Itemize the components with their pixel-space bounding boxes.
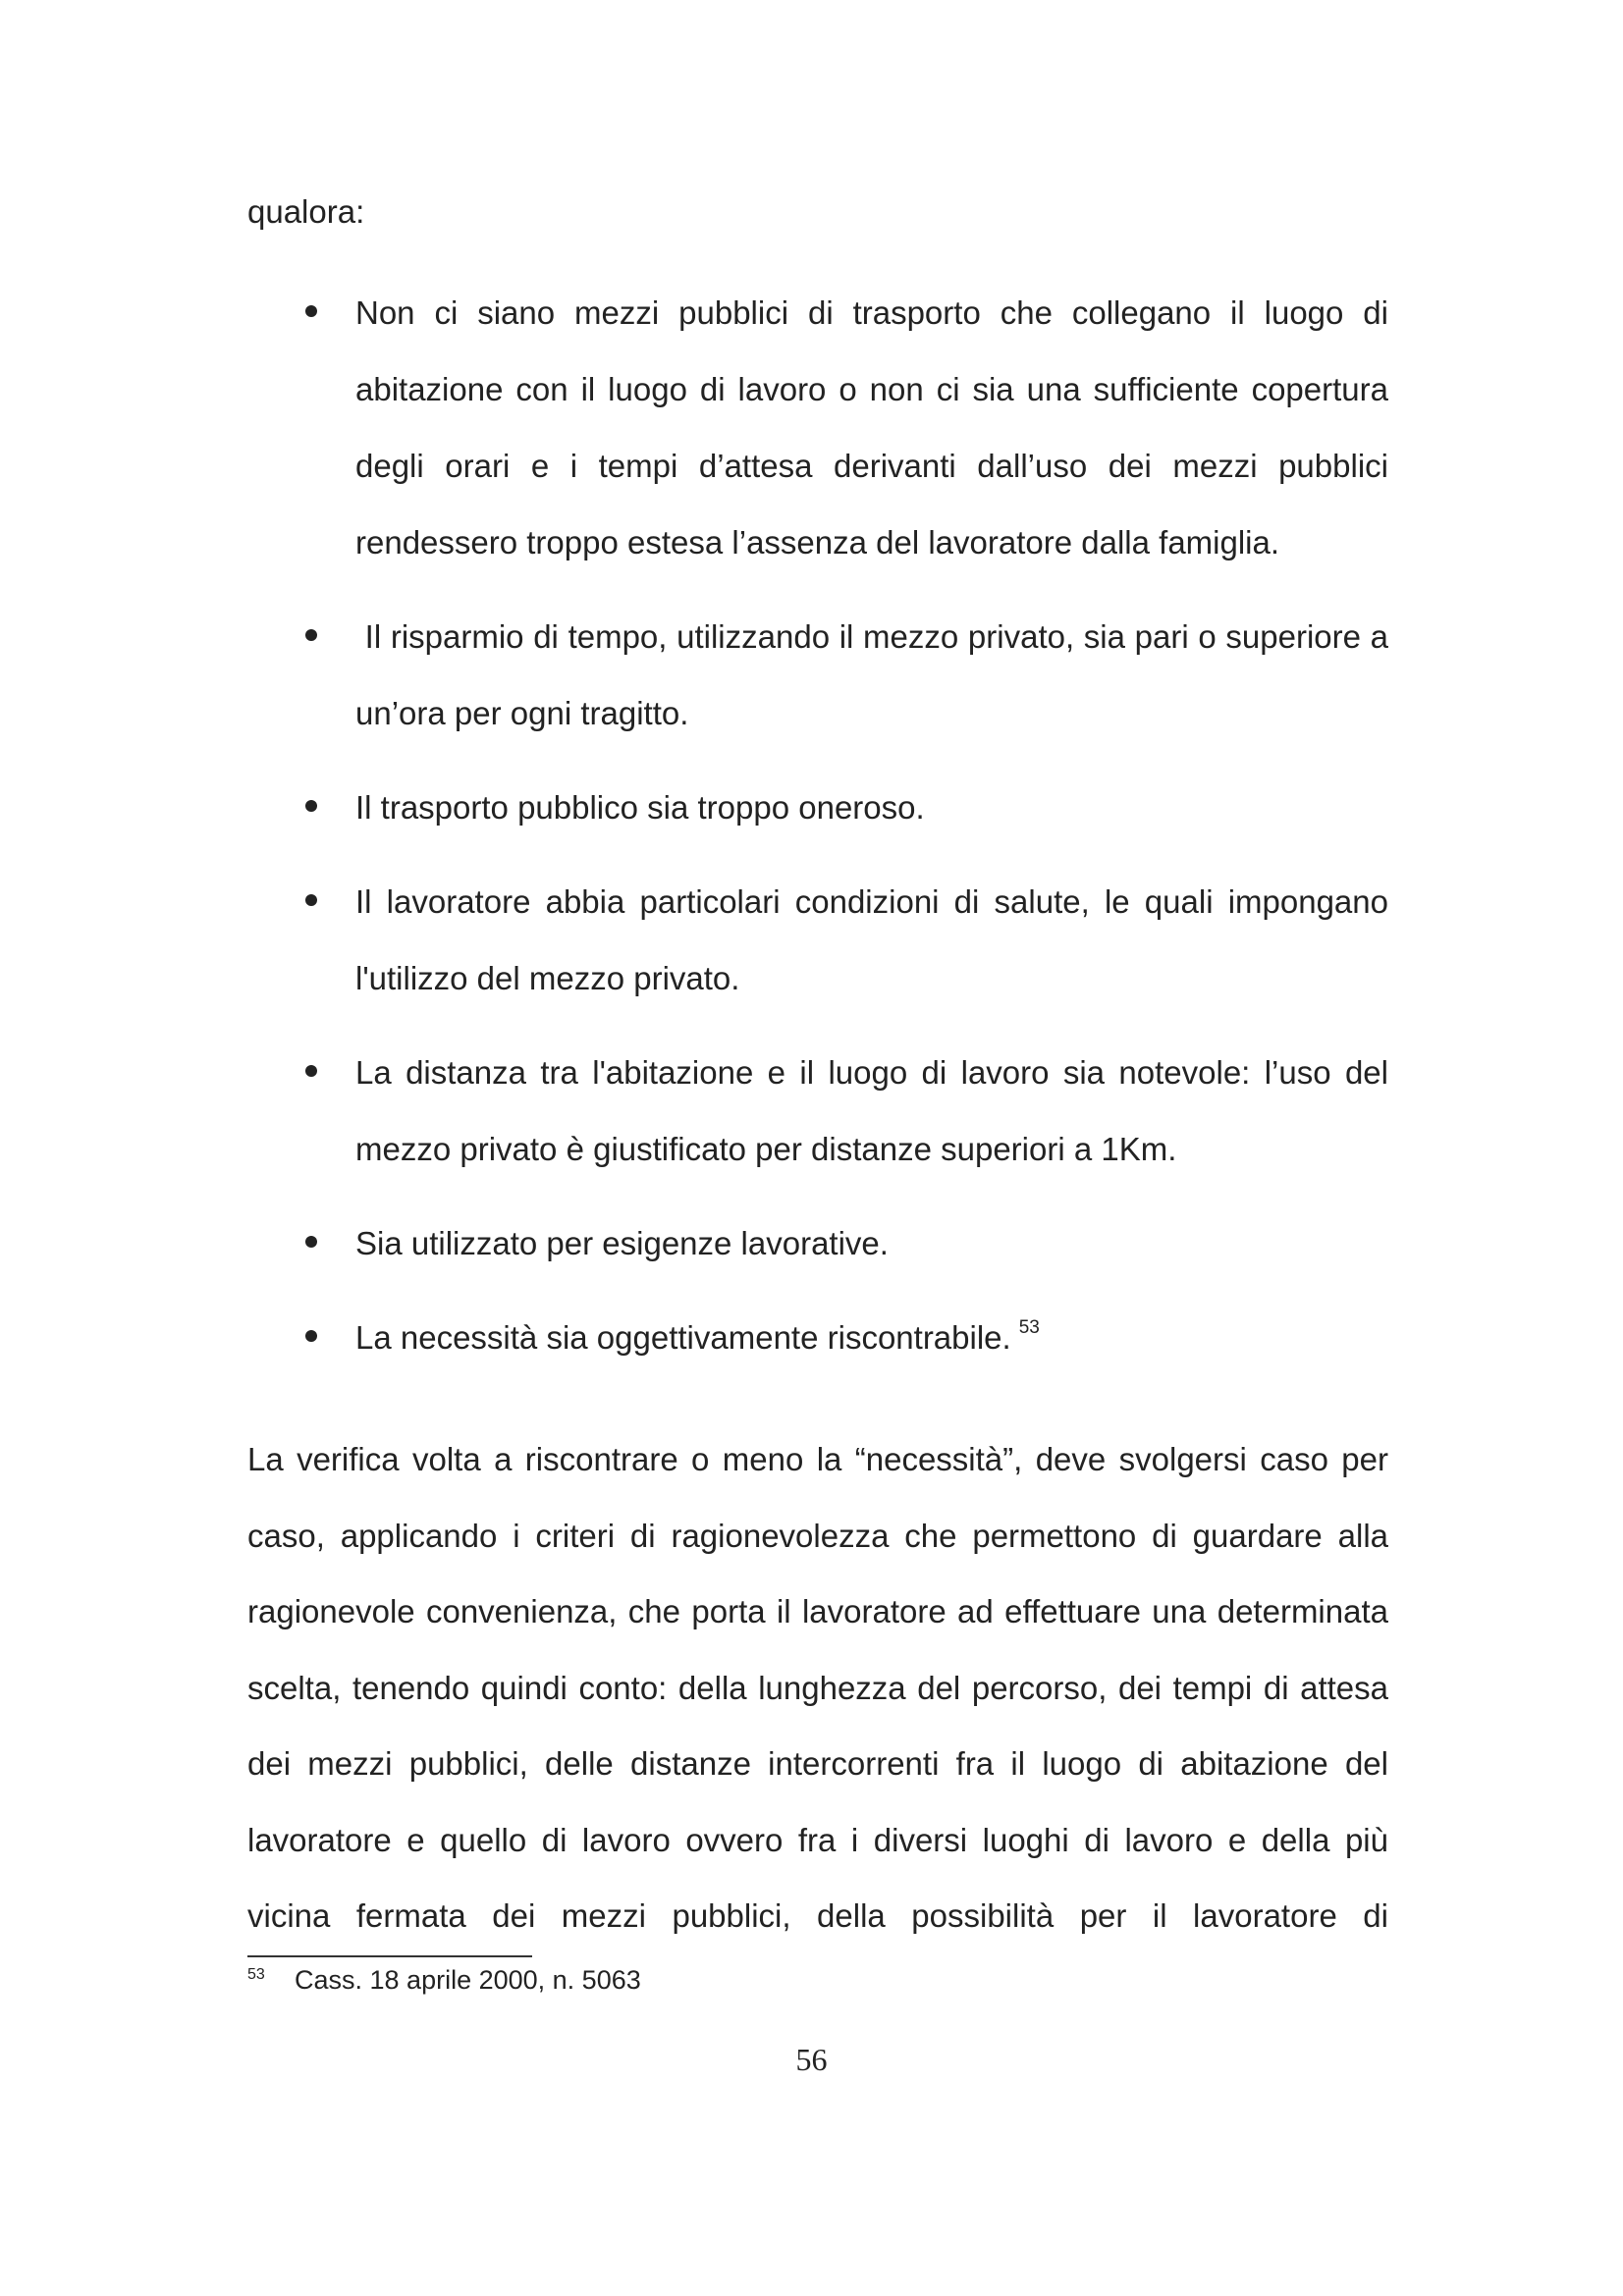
list-item [247, 864, 1388, 1017]
list-item-text: La necessità sia oggettivamente riscontrabile. [355, 1319, 1011, 1356]
bullet-list [247, 275, 1388, 1376]
intro-text: qualora: [247, 193, 365, 230]
list-item [247, 1205, 1388, 1282]
list-item [247, 770, 1388, 846]
list-item-text: La distanza tra l'abitazione e il luogo di lavoro sia notevole: l’uso del mezzo privato è giustificato per distanze superiori a 1Km. [355, 1054, 1388, 1167]
list-item [247, 275, 1388, 581]
list-item [247, 599, 1388, 752]
body-paragraph: La verifica volta a riscontrare o meno la “necessità”, deve svolgersi caso per caso, applicando i criteri di ragionevolezza che permettono di guardare alla ragionevole convenienza, che porta il lavoratore ad effettuare una determinata scelta, tenendo quindi conto: della lunghezza del percorso, dei tempi di attesa dei mezzi pubblici, delle distanze intercorrenti fra il luogo di abitazione del lavoratore e quello di lavoro ovvero fra i diversi luoghi di lavoro e della più vicina fermata dei mezzi pubblici, della possibilità per il lavoratore di [247, 1441, 1388, 1934]
list-item-text: Sia utilizzato per esigenze lavorative. [355, 1225, 889, 1261]
list-item [247, 1035, 1388, 1188]
bullet-icon [305, 305, 317, 317]
list-item-text: Il lavoratore abbia particolari condizioni di salute, le quali impongano l'utilizzo del mezzo privato. [355, 883, 1388, 996]
footnote-text: Cass. 18 aprile 2000, n. 5063 [295, 1965, 641, 1995]
bullet-icon [305, 1236, 317, 1248]
footnote-divider [247, 1955, 532, 1957]
bullet-icon [305, 629, 317, 641]
list-item-text: Non ci siano mezzi pubblici di trasporto che collegano il luogo di abitazione con il luogo di lavoro o non ci sia una sufficiente copertura degli orari e i tempi d’attesa derivanti dall’uso dei mezzi pubblici rendessero troppo estesa l’assenza del lavoratore dalla famiglia. [355, 294, 1388, 561]
bullet-icon [305, 894, 317, 906]
page-number: 56 [795, 2042, 828, 2077]
list-item-text: Il risparmio di tempo, utilizzando il mezzo privato, sia pari o superiore a un’ora per ogni tragitto. [355, 618, 1388, 731]
footnote: 53 Cass. 18 aprile 2000, n. 5063 [247, 1965, 641, 1995]
bullet-icon [305, 1330, 317, 1342]
list-item-text: Il trasporto pubblico sia troppo oneroso. [355, 789, 925, 826]
footnote-reference[interactable]: 53 [1018, 1317, 1040, 1338]
bullet-icon [305, 800, 317, 812]
bullet-icon [305, 1065, 317, 1077]
list-item [247, 1300, 1388, 1376]
